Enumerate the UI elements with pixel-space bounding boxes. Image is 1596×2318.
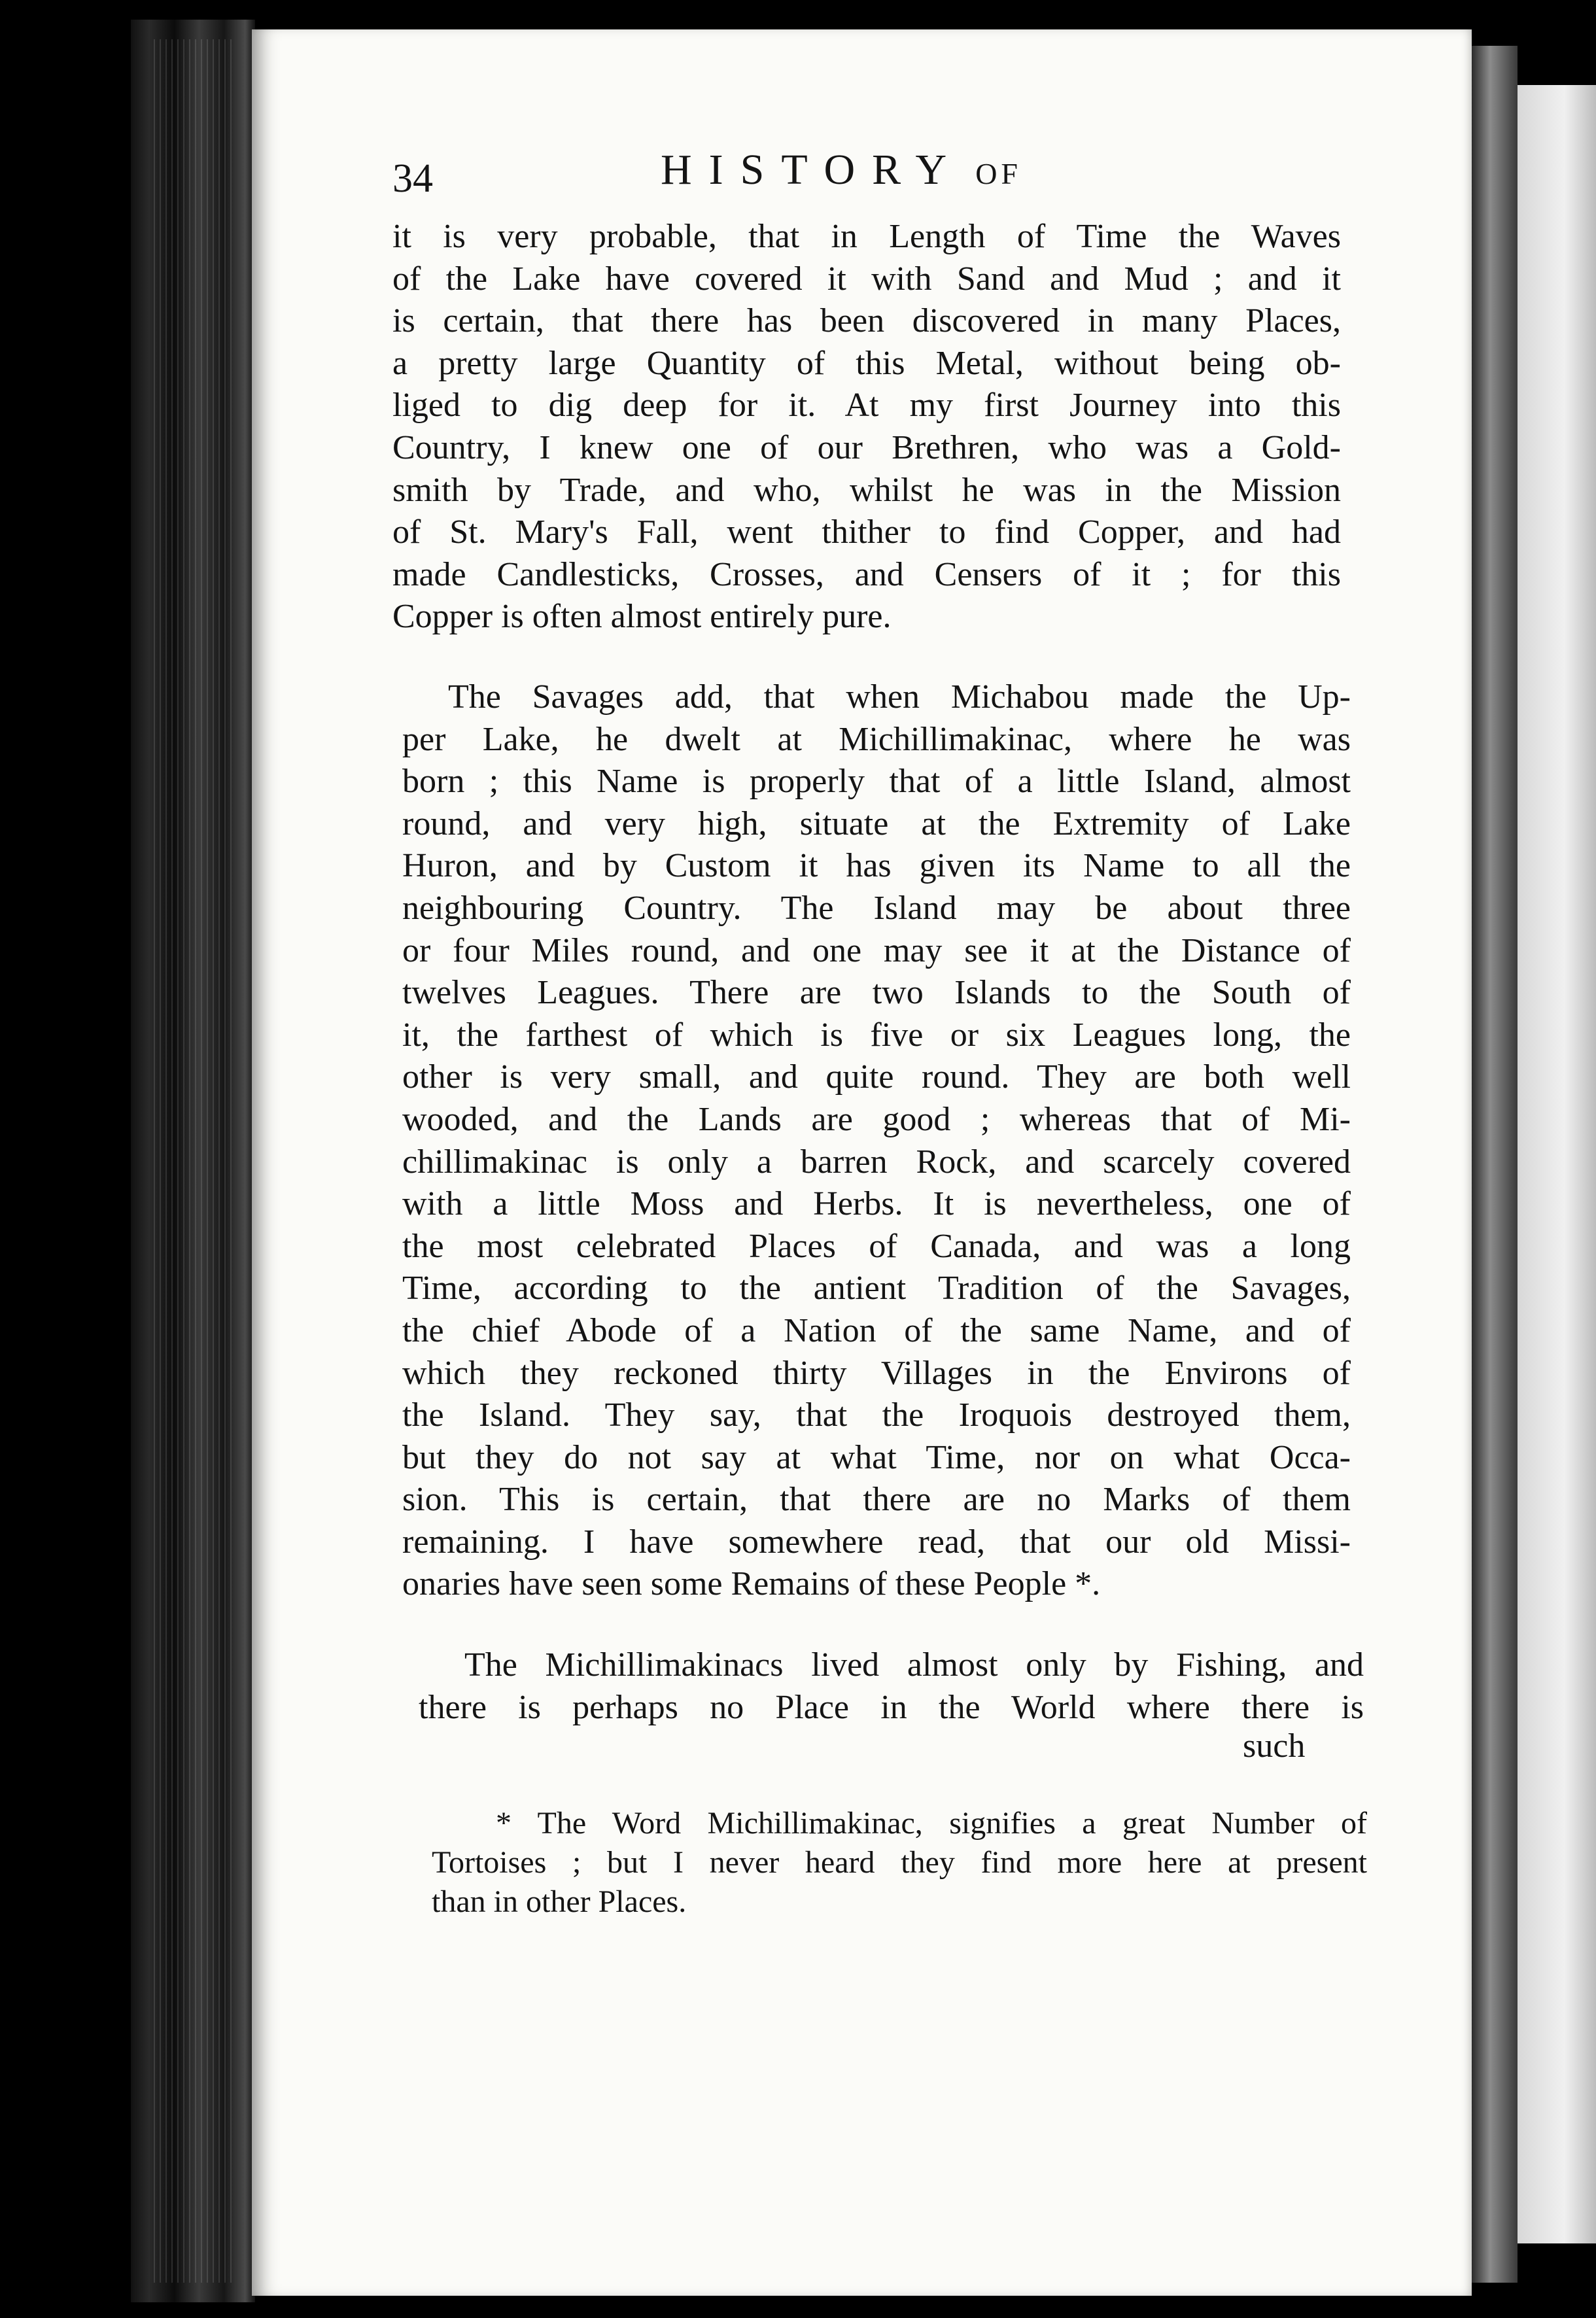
facing-page-strip [1518, 85, 1596, 2243]
paragraph-3 [419, 1644, 1364, 1729]
catchword: such [1243, 1727, 1306, 1765]
text-line: round, and very high, situate at the Extremity of Lake [402, 804, 1351, 842]
text-line: it is very probable, that in Length of Time the Waves [392, 218, 1341, 255]
paragraph-2 [402, 676, 1351, 1606]
text-line: made Candlesticks, Crosses, and Censers of it ; for this [392, 555, 1341, 593]
text-line: Copper is often almost entirely pure. [392, 598, 892, 636]
text-line: chillimakinac is only a barren Rock, and scarcely covered [402, 1143, 1351, 1181]
text-line: smith by Trade, and who, whilst he was in the Mission [392, 471, 1341, 509]
footnote [432, 1804, 1367, 1922]
footnote-line: Tortoises ; but I never heard they find more here at present [432, 1845, 1367, 1880]
text-line: Time, according to the antient Tradition of the Savages, [402, 1270, 1351, 1307]
page-number: 34 [392, 156, 433, 201]
text-line: of the Lake have covered it with Sand and Mud ; and it [392, 260, 1341, 298]
text-line: with a little Moss and Herbs. It is nevertheless, one of [402, 1185, 1351, 1223]
text-line: the most celebrated Places of Canada, and was a long [402, 1227, 1351, 1265]
text-line: twelves Leagues. There are two Islands to the South of [402, 974, 1351, 1012]
text-line: but they do not say at what Time, nor on what Occa- [402, 1438, 1351, 1476]
running-head-title: HISTORY [661, 146, 964, 194]
page-block-edges [154, 39, 232, 2283]
text-line: the chief Abode of a Nation of the same Name, and of [402, 1311, 1351, 1349]
text-line: The Michillimakinacs lived almost only by Fishing, and [464, 1646, 1364, 1684]
text-line: which they reckoned thirty Villages in the Environs of [402, 1354, 1351, 1392]
text-line: The Savages add, that when Michabou made the Up- [448, 678, 1351, 716]
text-line: is certain, that there has been discovered in many Places, [392, 302, 1341, 340]
text-line: wooded, and the Lands are good ; whereas that of Mi- [402, 1100, 1351, 1138]
footnote-line: than in other Places. [432, 1884, 687, 1919]
text-line: or four Miles round, and one may see it at the Distance of [402, 931, 1351, 969]
running-head-suffix: OF [975, 157, 1022, 190]
running-head [661, 145, 1022, 195]
text-line: onaries have seen some Remains of these People *. [402, 1565, 1101, 1603]
text-line: of St. Mary's Fall, went thither to find Copper, and had [392, 513, 1341, 551]
text-line: a pretty large Quantity of this Metal, without being ob- [392, 344, 1341, 382]
text-line: remaining. I have somewhere read, that our old Missi- [402, 1523, 1351, 1561]
text-line: it, the farthest of which is five or six Leagues long, the [402, 1016, 1351, 1054]
text-line: there is perhaps no Place in the World where there is [419, 1688, 1364, 1726]
text-line: liged to dig deep for it. At my first Journey into this [392, 387, 1341, 424]
footnote-line: * The Word Michillimakinac, signifies a great Number of [496, 1806, 1367, 1841]
text-line: born ; this Name is properly that of a little Island, almost [402, 763, 1351, 801]
facing-page-edge [1472, 46, 1518, 2283]
text-line: Country, I knew one of our Brethren, who was a Gold- [392, 428, 1341, 466]
text-line: Huron, and by Custom it has given its Name to all the [402, 847, 1351, 885]
paragraph-1 [392, 216, 1341, 638]
text-line: the Island. They say, that the Iroquois destroyed them, [402, 1396, 1351, 1434]
text-line: per Lake, he dwelt at Michillimakinac, where he was [402, 720, 1351, 758]
text-line: neighbouring Country. The Island may be about three [402, 889, 1351, 927]
text-line: sion. This is certain, that there are no Marks of them [402, 1481, 1351, 1519]
text-line: other is very small, and quite round. They are both well [402, 1058, 1351, 1096]
